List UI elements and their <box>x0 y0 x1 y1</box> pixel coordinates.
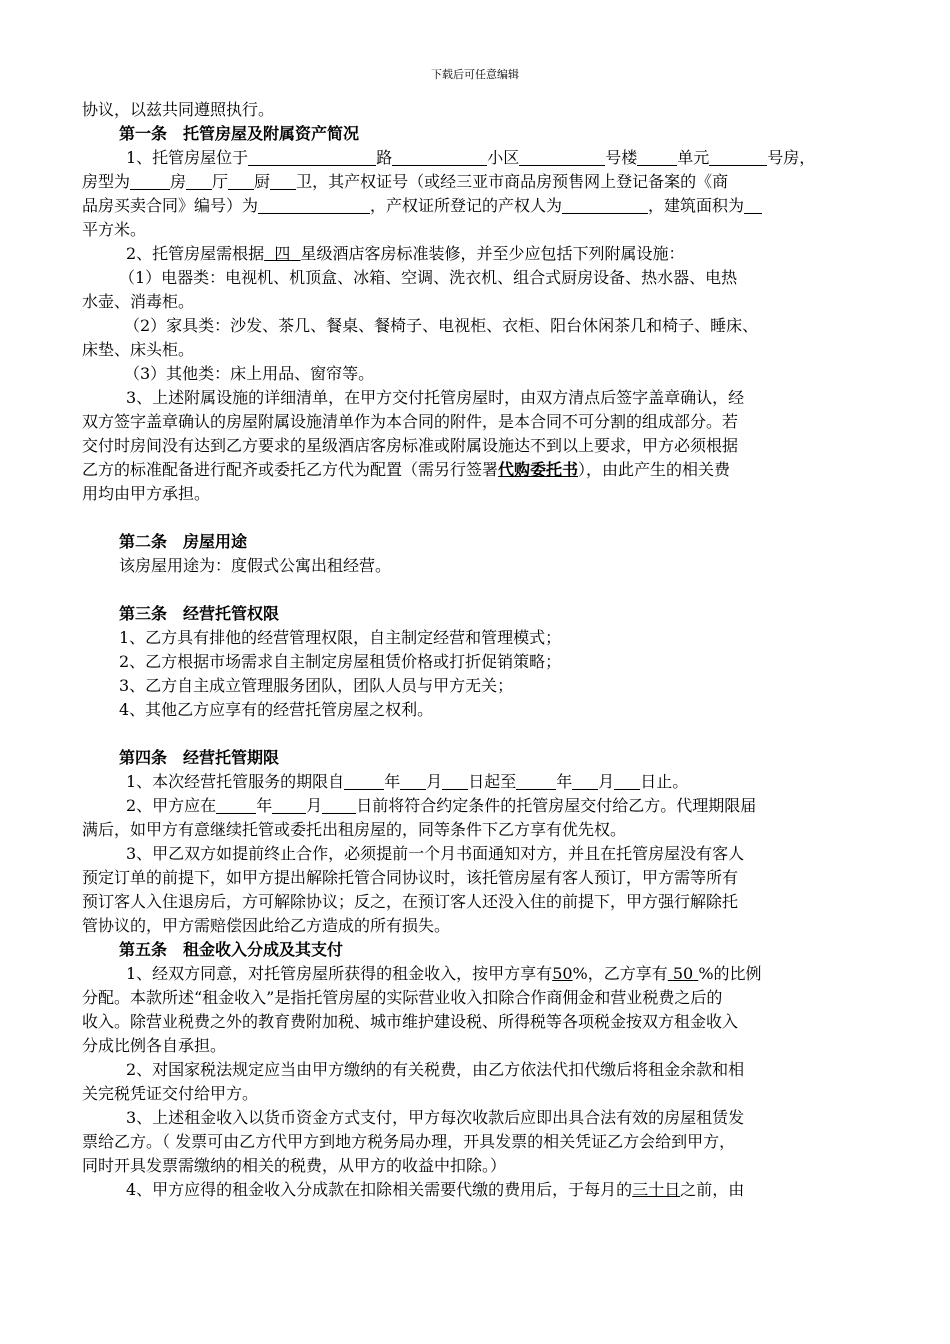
section-3-title: 第三条 经营托管权限 <box>119 604 280 623</box>
s4-p2: 2、甲方应在 年 月 日前将符合约定条件的托管房屋交付给乙方。代理期限届 <box>126 796 757 815</box>
s4-p2b: 满后，如甲方有意继续托管或委托出租房屋的，同等条件下乙方享有优先权。 <box>82 820 627 839</box>
s5-p1: 1、经双方同意，对托管房屋所获得的租金收入，按甲方享有50%，乙方享有 50 %的比例 <box>126 964 762 983</box>
page-header: 下载后可任意编辑 <box>431 68 519 81</box>
s1-p1-line1: 1、托管房屋位于 路 小区 号楼 单元 号房， <box>126 148 816 167</box>
s1-p2-line: 2、托管房屋需根据 四 星级酒店客房标准装修，并至少应包括下列附属设施： <box>126 244 685 263</box>
s5-p3c: 同时开具发票需缴纳的相关的税费，从甲方的收益中扣除。） <box>82 1156 507 1175</box>
share-party-b: 50 <box>672 964 694 983</box>
s3-item-1: 1、乙方具有排他的经营管理权限，自主制定经营和管理模式； <box>119 628 562 647</box>
section-4-title: 第四条 经营托管期限 <box>119 748 280 767</box>
blank-bathrooms[interactable] <box>270 172 296 190</box>
s1-p3a: 3、上述附属设施的详细清单，在甲方交付托管房屋时，由双方清点后签字盖章确认，经 <box>126 388 745 407</box>
s1-p1-line4: 平方米。 <box>82 220 147 239</box>
s3-item-3: 3、乙方自主成立管理服务团队，团队人员与甲方无关； <box>119 676 514 695</box>
section-5-title: 第五条 租金收入分成及其支付 <box>119 940 344 959</box>
blank-halls[interactable] <box>186 172 212 190</box>
intro-line: 协议，以兹共同遵照执行。 <box>82 100 275 119</box>
s5-p4: 4、甲方应得的租金收入分成款在扣除相关需要代缴的费用后，于每月的三十日之前，由 <box>126 1180 745 1199</box>
blank-kitchens[interactable] <box>228 172 254 190</box>
s4-p1: 1、本次经营托管服务的期限自 年 月 日起至 年 月 日止。 <box>126 772 689 791</box>
blank-end-year[interactable] <box>516 772 556 790</box>
s3-item-4: 4、其他乙方应享有的经营托管房屋之权利。 <box>119 700 434 719</box>
star-rating-value: 四 <box>274 244 291 263</box>
blank-building[interactable] <box>519 148 605 166</box>
s5-p3a: 3、上述租金收入以货币资金方式支付，甲方每次收款后应即出具合法有效的房屋租赁发 <box>126 1108 745 1127</box>
blank-owner[interactable] <box>562 196 648 214</box>
s1-p2-1b: 水壶、消毒柜。 <box>82 292 195 311</box>
blank-unit[interactable] <box>637 148 677 166</box>
blank-road[interactable] <box>248 148 376 166</box>
blank-bedrooms[interactable] <box>130 172 170 190</box>
s1-p3c: 交付时房间没有达到乙方要求的星级酒店客房标准或附属设施达不到以上要求，甲方必须根据 <box>82 436 739 455</box>
purchase-agreement-link[interactable]: 代购委托书 <box>498 460 579 479</box>
contract-body <box>82 98 872 1202</box>
s3-item-2: 2、乙方根据市场需求自主制定房屋租赁价格或打折促销策略； <box>119 652 562 671</box>
blank-start-year[interactable] <box>344 772 384 790</box>
s5-p2b: 关完税凭证交付给甲方。 <box>82 1084 259 1103</box>
s1-p1-line2: 房型为 房 厅 厨 卫，其产权证号（或经三亚市商品房预售网上登记备案的《商 <box>82 172 729 191</box>
blank-room[interactable] <box>709 148 767 166</box>
s1-p2-2b: 床垫、床头柜。 <box>82 340 195 359</box>
blank-contract-number[interactable] <box>258 196 370 214</box>
s5-p2a: 2、对国家税法规定应当由甲方缴纳的有关税费，由乙方依法代扣代缴后将租金余款和相 <box>126 1060 745 1079</box>
s1-p2-3: （3）其他类：床上用品、窗帘等。 <box>124 364 375 383</box>
s5-p1-l2: 分配。本款所述“租金收入”是指托管房屋的实际营业收入扣除合作商佣金和营业税费之后的 <box>82 988 723 1007</box>
section-1-title: 第一条 托管房屋及附属资产简况 <box>119 124 360 143</box>
s4-p3d: 管协议的，甲方需赔偿因此给乙方造成的所有损失。 <box>82 916 451 935</box>
s1-p2-2a: （2）家具类：沙发、茶几、餐桌、餐椅子、电视柜、衣柜、阳台休闲茶几和椅子、睡床、 <box>124 316 759 335</box>
blank-delivery-year[interactable] <box>216 796 256 814</box>
blank-end-day[interactable] <box>614 772 640 790</box>
blank-start-day[interactable] <box>442 772 468 790</box>
s1-p3e: 用均由甲方承担。 <box>82 484 211 503</box>
share-party-a: 50 <box>552 964 573 983</box>
s1-p2-1a: （1）电器类：电视机、机顶盒、冰箱、空调、洗衣机、组合式厨房设备、热水器、电热 <box>119 268 738 287</box>
blank-end-month[interactable] <box>572 772 598 790</box>
s5-p1-l4: 分成比例各自承担。 <box>82 1036 227 1055</box>
blank-delivery-day[interactable] <box>322 796 356 814</box>
payment-day: 三十日 <box>632 1180 681 1199</box>
s1-p3d: 乙方的标准配备进行配齐或委托乙方代为配置（需另行签署代购委托书），由此产生的相关费 <box>82 460 731 479</box>
s2-p1: 该房屋用途为：度假式公寓出租经营。 <box>119 556 392 575</box>
blank-delivery-month[interactable] <box>272 796 306 814</box>
s5-p3b: 票给乙方。（ 发票可由乙方代甲方到地方税务局办理，开具发票的相关凭证乙方会给到甲方， <box>82 1132 736 1151</box>
s1-p1-line3: 品房买卖合同》编号）为 ，产权证所登记的产权人为 ，建筑面积为 <box>82 194 872 218</box>
s4-p3c: 预订客人入住退房后，方可解除协议；反之，在预订客人还没入住的前提下，甲方强行解除托 <box>82 892 739 911</box>
s4-p3a: 3、甲乙双方如提前终止合作，必须提前一个月书面通知对方，并且在托管房屋没有客人 <box>126 844 745 863</box>
blank-start-month[interactable] <box>400 772 426 790</box>
blank-community[interactable] <box>392 148 487 166</box>
section-2-title: 第二条 房屋用途 <box>119 532 248 551</box>
s4-p3b: 预定订单的前提下，如甲方提出解除托管合同协议时，该托管房屋有客人预订，甲方需等所有 <box>82 868 739 887</box>
s5-p1-l3: 收入。除营业税费之外的教育费附加税、城市维护建设税、所得税等各项税金按双方租金收入 <box>82 1012 739 1031</box>
s1-p3b: 双方签字盖章确认的房屋附属设施清单作为本合同的附件，是本合同不可分割的组成部分。若 <box>82 412 739 431</box>
blank-area[interactable] <box>744 196 762 214</box>
